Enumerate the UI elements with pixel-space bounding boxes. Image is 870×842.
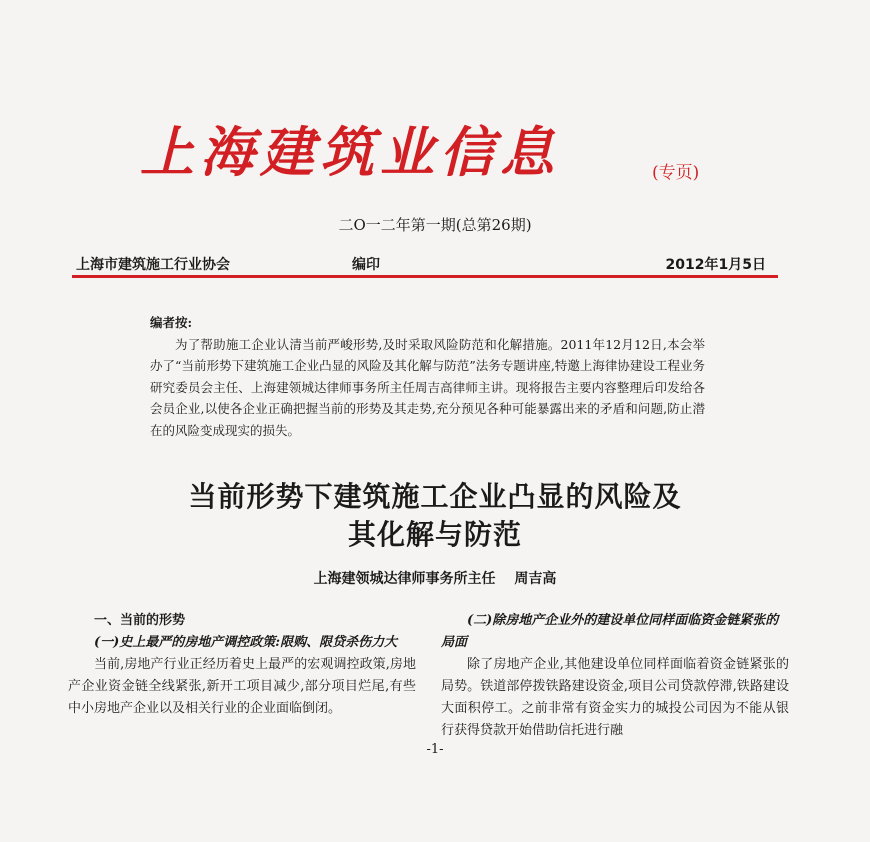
paragraph: 当前,房地产行业正经历着史上最严的宏观调控政策,房地产企业资金链全线紧张,新开工项目减少,部分项目烂尾,有些中小房地产企业以及相关行业的企业面临倒闭。	[68, 657, 416, 716]
masthead-title: 上海建筑业信息	[140, 120, 560, 184]
issue-number: 二O一二年第一期(总第26期)	[338, 216, 532, 234]
subsection-heading: (一)史上最严的房地产调控政策:限购、限贷杀伤力大	[94, 635, 398, 650]
subsection-heading: (二)除房地产企业外的建设单位同样面临资金链紧张的局面	[441, 613, 779, 650]
masthead-subtitle: (专页)	[652, 163, 700, 183]
publisher-organization: 上海市建筑施工行业协会	[76, 257, 230, 273]
header-divider	[72, 275, 778, 278]
article-title-line2: 其化解与防范	[347, 518, 522, 551]
right-column	[441, 610, 789, 742]
page-number: -1-	[426, 742, 444, 757]
article-title-line1: 当前形势下建筑施工企业凸显的风险及	[188, 480, 682, 513]
publish-date: 2012年1月5日	[665, 257, 766, 273]
editor-note-body: 为了帮助施工企业认清当前严峻形势,及时采取风险防范和化解措施。2011年12月12日,本会举办了“当前形势下建筑施工企业凸显的风险及其化解与防范”法务专题讲座,特邀上海律协建设工程业务研究委员会主任、上海建领城达律师事务所主任周吉高律师主讲。现将报告主要内容整理后印发给各会员企业,以使各企业正确把握当前的形势及其走势,充分预见各种可能暴露出来的矛盾和问题,防止潜在的风险变成现实的损失。	[150, 336, 705, 438]
left-column	[68, 610, 416, 720]
editor-note-label: 编者按:	[150, 315, 193, 330]
paragraph: 除了房地产企业,其他建设单位同样面临着资金链紧张的局势。铁道部停拨铁路建设资金,项目公司贷款停滞,铁路建设大面积停工。之前非常有资金实力的城投公司因为不能从银行获得贷款开始借助信托进行融	[441, 657, 789, 738]
edit-label: 编印	[352, 257, 380, 273]
article-author: 上海建领城达律师事务所主任 周吉高	[313, 571, 557, 587]
article-title	[0, 478, 870, 554]
editor-note	[150, 312, 705, 441]
section-heading: 一、当前的形势	[94, 613, 186, 628]
